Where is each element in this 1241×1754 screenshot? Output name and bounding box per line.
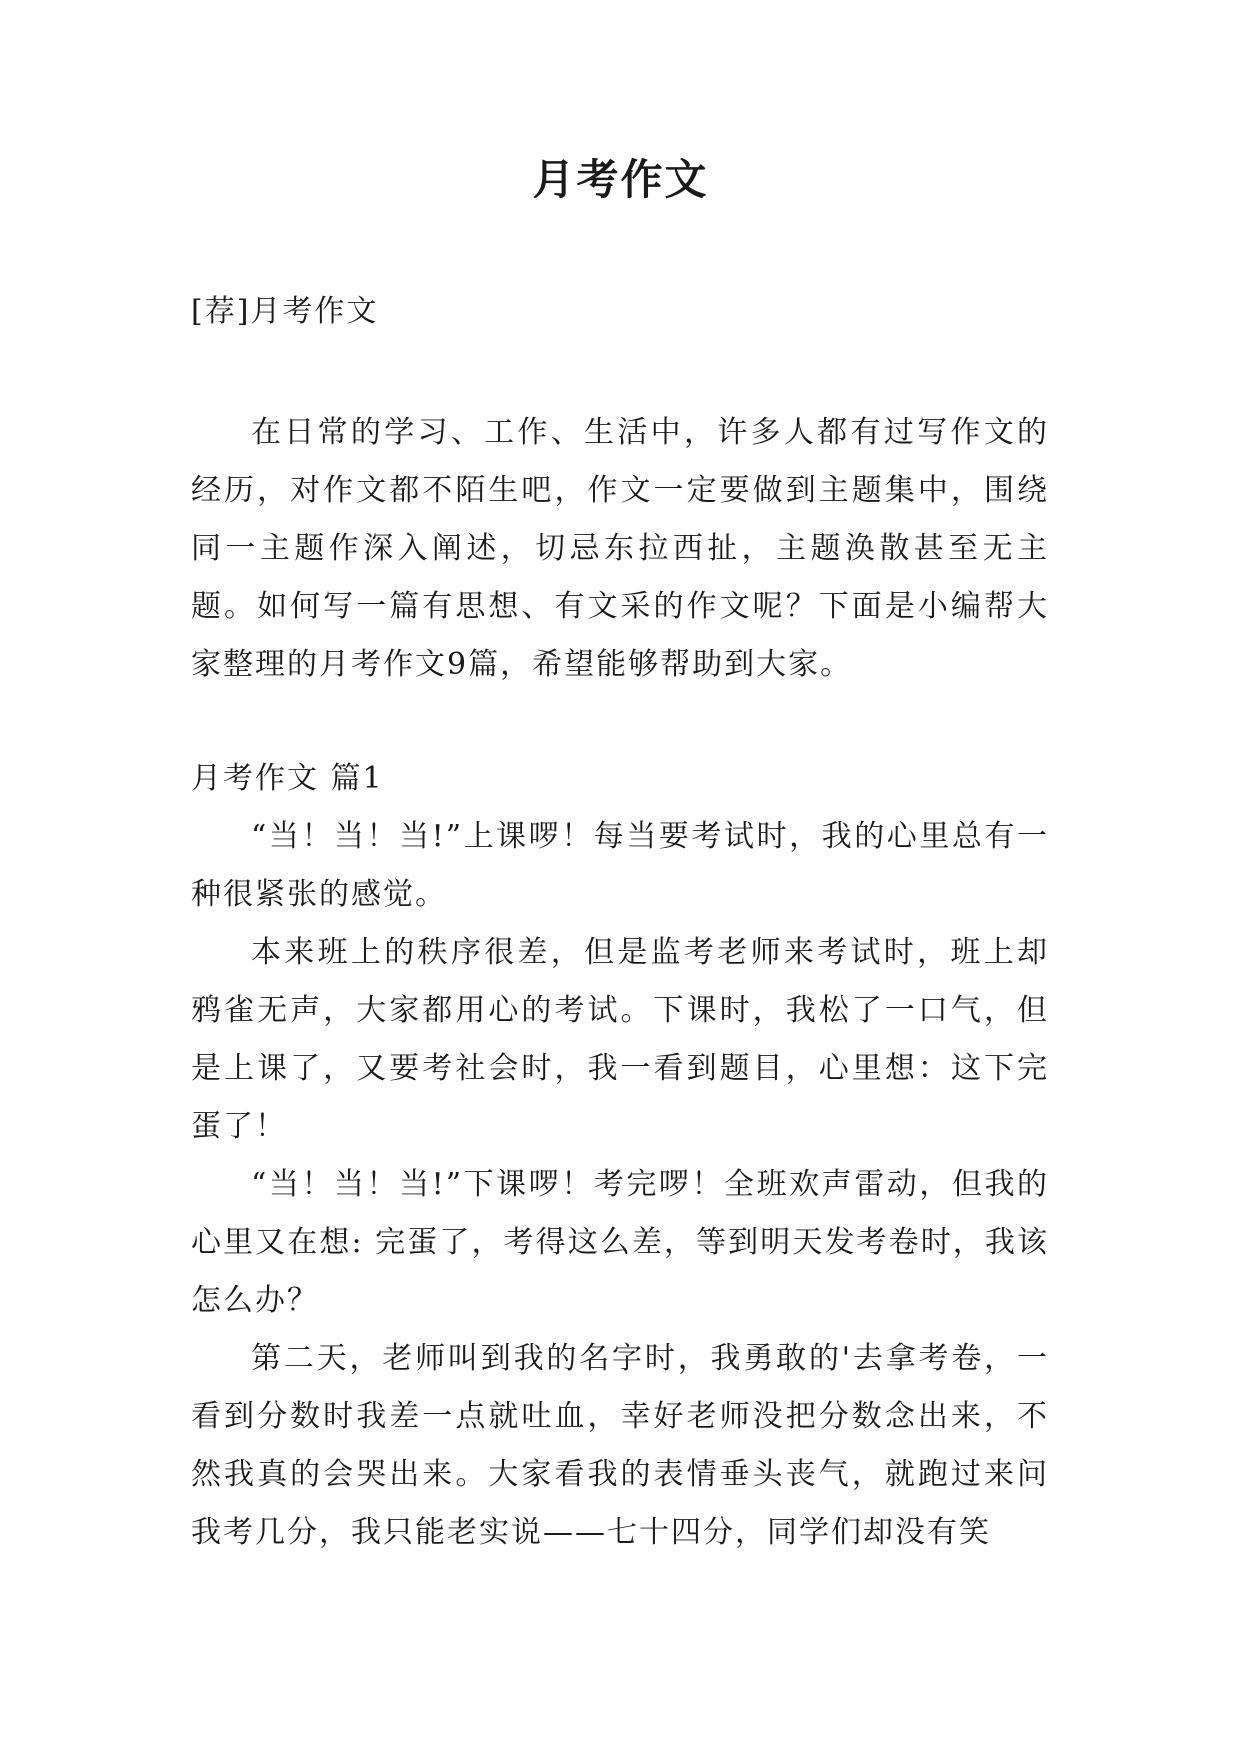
section-heading: 月考作文 篇1	[191, 761, 384, 796]
intro-block	[191, 404, 1049, 694]
document-title: 月考作文	[532, 155, 709, 204]
essay-block	[191, 750, 1049, 1562]
essay-paragraph: “当！当！当!”下课啰！考完啰！全班欢声雷动，但我的心里又在想: 完蛋了，考得这么差，等到明天发考卷时，我该怎么办？	[191, 1167, 1049, 1318]
essay-paragraph: “当！当！当!”上课啰！每当要考试时，我的心里总有一种很紧张的感觉。	[191, 819, 1049, 912]
essay-paragraph: 本来班上的秩序很差，但是监考老师来考试时，班上却鸦雀无声，大家都用心的考试。下课时，我松了一口气，但是上课了，又要考社会时，我一看到题目，心里想：这下完蛋了！	[191, 935, 1049, 1144]
document-subtitle: [荐]月考作文	[191, 294, 379, 329]
essay-paragraph: 第二天，老师叫到我的名字时，我勇敢的'去拿考卷，一看到分数时我差一点就吐血，幸好老师没把分数念出来，不然我真的会哭出来。大家看我的表情垂头丧气，就跑过来问我考几分，我只能老实说——七十四分，同学们却没有笑	[191, 1341, 1049, 1550]
intro-paragraph: 在日常的学习、工作、生活中，许多人都有过写作文的经历，对作文都不陌生吧，作文一定要做到主题集中，围绕同一主题作深入阐述，切忌东拉西扯，主题涣散甚至无主题。如何写一篇有思想、有文采的作文呢？下面是小编帮大家整理的月考作文9篇，希望能够帮助到大家。	[191, 415, 1049, 682]
